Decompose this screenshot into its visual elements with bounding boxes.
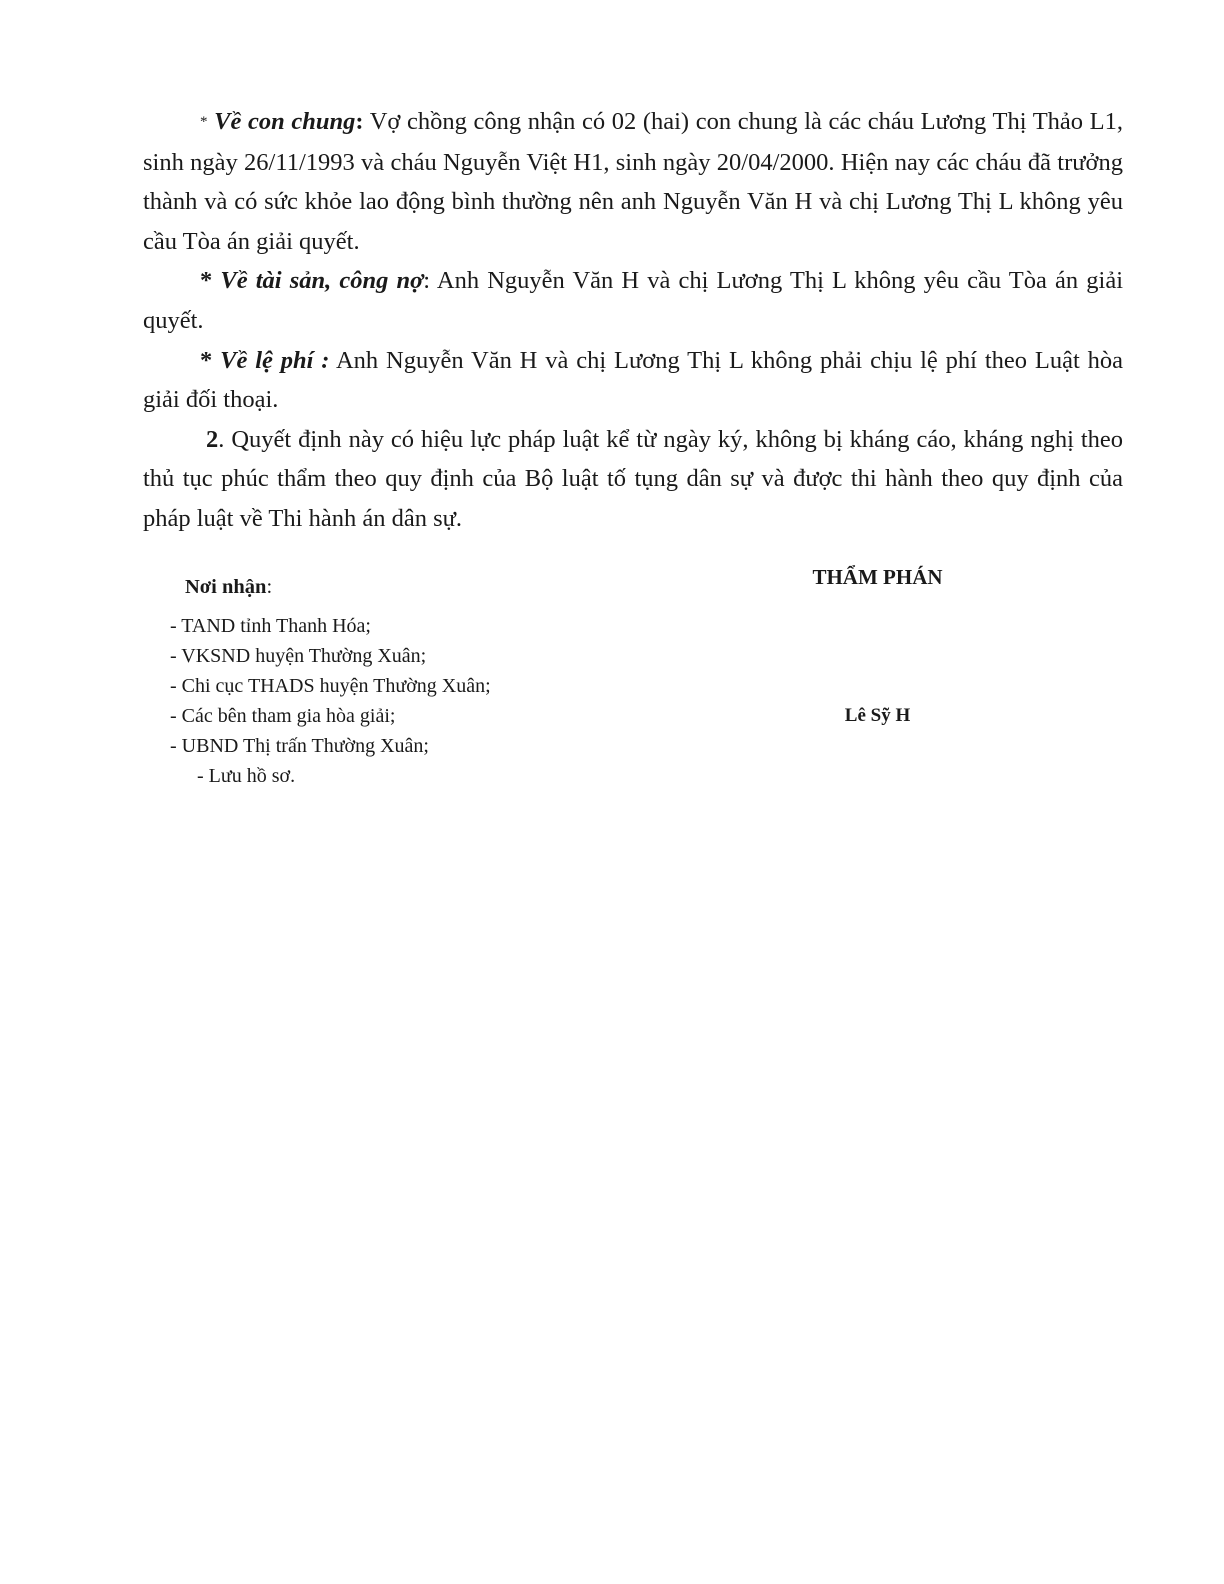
- recipients-title: Nơi nhận:: [185, 576, 273, 598]
- paragraph-number: 2: [206, 425, 219, 453]
- decision-body: [143, 102, 1123, 539]
- paragraph-text: Vợ chồng công nhận có 02 (hai) con chung là các cháu Lương Thị Thảo L1, sinh ngày 26/11/1993 và cháu Nguyễn Việt H1, sinh ngày 20/04/2000. Hiện nay các cháu đã trưởng thành và có sức khỏe lao động bình thường nên anh Nguyễn Văn H và chị Lương Thị L không yêu cầu Tòa án giải quyết.: [143, 108, 1123, 255]
- paragraph-heading: Về con chung: [214, 108, 356, 135]
- signer-title: THẨM PHÁN: [812, 565, 943, 589]
- paragraph-fees: [143, 341, 1123, 420]
- paragraph-effect: [143, 420, 1123, 539]
- recipient-item: - UBND Thị trấn Thường Xuân;: [170, 735, 429, 757]
- recipient-item: - TAND tỉnh Thanh Hóa;: [170, 615, 371, 637]
- paragraph-text: Anh Nguyễn Văn H và chị Lương Thị L không phải chịu lệ phí theo Luật hòa giải đối thoại.: [143, 346, 1124, 414]
- recipients-block: [170, 574, 690, 791]
- paragraph-heading: Về tài sản, công nợ: [220, 267, 424, 295]
- bullet-star: *: [200, 346, 221, 374]
- recipient-item: - VKSND huyện Thường Xuân;: [170, 645, 427, 667]
- heading-colon: :: [355, 108, 364, 135]
- signer-name: Lê Sỹ H: [844, 705, 911, 726]
- bullet-star: *: [200, 114, 208, 130]
- paragraph-text: . Quyết định này có hiệu lực pháp luật kể từ ngày ký, không bị kháng cáo, kháng nghị theo thủ tục phúc thẩm theo quy định của Bộ luật tố tụng dân sự và được thi hành theo quy định của pháp luật về Thi hành án dân sự.: [143, 425, 1123, 532]
- paragraph-heading: Về lệ phí :: [220, 346, 330, 374]
- paragraph-children: [143, 102, 1123, 261]
- recipient-item: - Các bên tham gia hòa giải;: [170, 705, 396, 727]
- recipients-list: [170, 611, 690, 791]
- bullet-star: *: [200, 267, 221, 295]
- recipient-item: - Lưu hồ sơ.: [197, 765, 296, 787]
- paragraph-assets: [143, 261, 1123, 340]
- recipient-item: - Chi cục THADS huyện Thường Xuân;: [170, 675, 491, 697]
- paragraph-text: : Anh Nguyễn Văn H và chị Lương Thị L không yêu cầu Tòa án giải quyết.: [143, 267, 1124, 334]
